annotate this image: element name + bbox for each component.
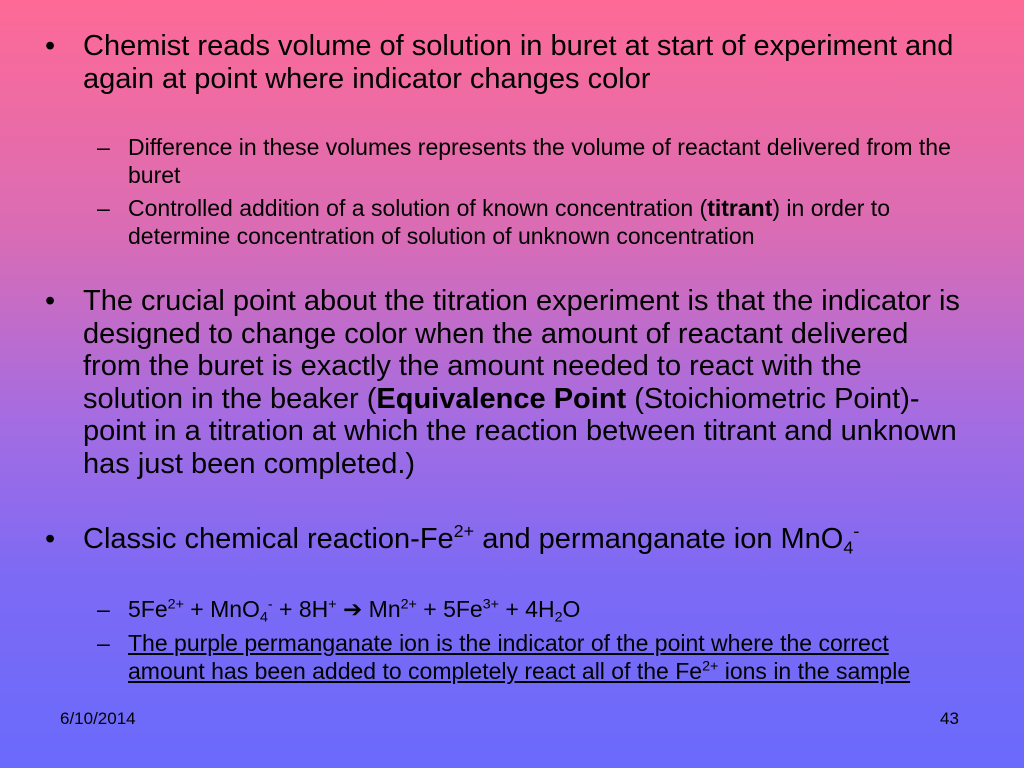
bullet-2-text-b: (Stoichiometric Point)-point in a titration at which the reaction between titrant and unknown has just been completed.)	[83, 382, 957, 480]
sub-marker: –	[97, 630, 110, 656]
iron-charge: 2+	[702, 657, 719, 674]
titrant-term: titrant	[707, 195, 773, 221]
equivalence-point-term: Equivalence Point	[376, 382, 627, 415]
sub-bullet-1-1-text: Difference in these volumes represents the volume of reactant delivered from the buret	[128, 134, 951, 188]
bullet-2	[45, 285, 963, 480]
reaction-equation	[97, 596, 958, 626]
eq-charge: +	[328, 596, 337, 613]
eq-charge: 2+	[400, 596, 417, 613]
sub-bullet-1-2-text-a: Controlled addition of a solution of known concentration (	[128, 195, 708, 221]
sub-bullet-1-1	[97, 134, 958, 189]
indicator-note	[97, 630, 958, 685]
eq-term: + MnO	[183, 596, 260, 622]
footer-date: 6/10/2014	[60, 709, 136, 728]
bullet-3-text-b: and permanganate ion MnO	[474, 523, 844, 555]
indicator-note-text-a: The purple permanganate ion is the indicator of the point where the correct amount has been added to completely react all of the Fe	[128, 630, 889, 684]
indicator-note-text	[128, 630, 910, 684]
eq-charge: 2+	[167, 596, 184, 613]
reaction-arrow-icon: ➔	[342, 596, 363, 622]
permanganate-charge: -	[853, 521, 860, 542]
eq-term: 5Fe	[128, 596, 168, 622]
eq-subscript: 2	[554, 609, 563, 626]
bullet-3	[45, 521, 963, 558]
eq-term: + 8H	[272, 596, 329, 622]
oxygen-subscript: 4	[843, 537, 854, 558]
eq-term: + 4H	[498, 596, 555, 622]
bullet-marker: •	[45, 523, 56, 555]
sub-bullet-1-2-text-b: ) in order to determine concentration of solution of unknown concentration	[128, 195, 890, 249]
bullet-2-text-a: The crucial point about the titration experiment is that the indicator is designed to change color when the amount of reactant delivered from the buret is exactly the amount needed to react with the solution in the beaker (	[83, 285, 960, 415]
page-number: 43	[940, 709, 959, 728]
indicator-note-text-b: ions in the sample	[718, 657, 911, 684]
sub-marker: –	[97, 596, 110, 622]
eq-subscript: 4	[259, 609, 268, 626]
eq-term: Mn	[362, 596, 401, 622]
bullet-marker: •	[45, 285, 56, 317]
sub-bullet-1-2	[97, 195, 958, 250]
bullet-marker: •	[45, 30, 56, 62]
eq-charge: -	[267, 596, 273, 613]
bullet-1	[45, 30, 963, 95]
eq-term: O	[562, 596, 581, 622]
bullet-3-text-a: Classic chemical reaction-Fe	[83, 523, 454, 555]
sub-marker: –	[97, 134, 110, 160]
eq-charge: 3+	[482, 596, 499, 613]
iron-charge: 2+	[453, 521, 475, 542]
bullet-1-text: Chemist reads volume of solution in buret at start of experiment and again at point where indicator changes color	[83, 30, 954, 95]
sub-marker: –	[97, 195, 110, 221]
eq-term: + 5Fe	[416, 596, 483, 622]
